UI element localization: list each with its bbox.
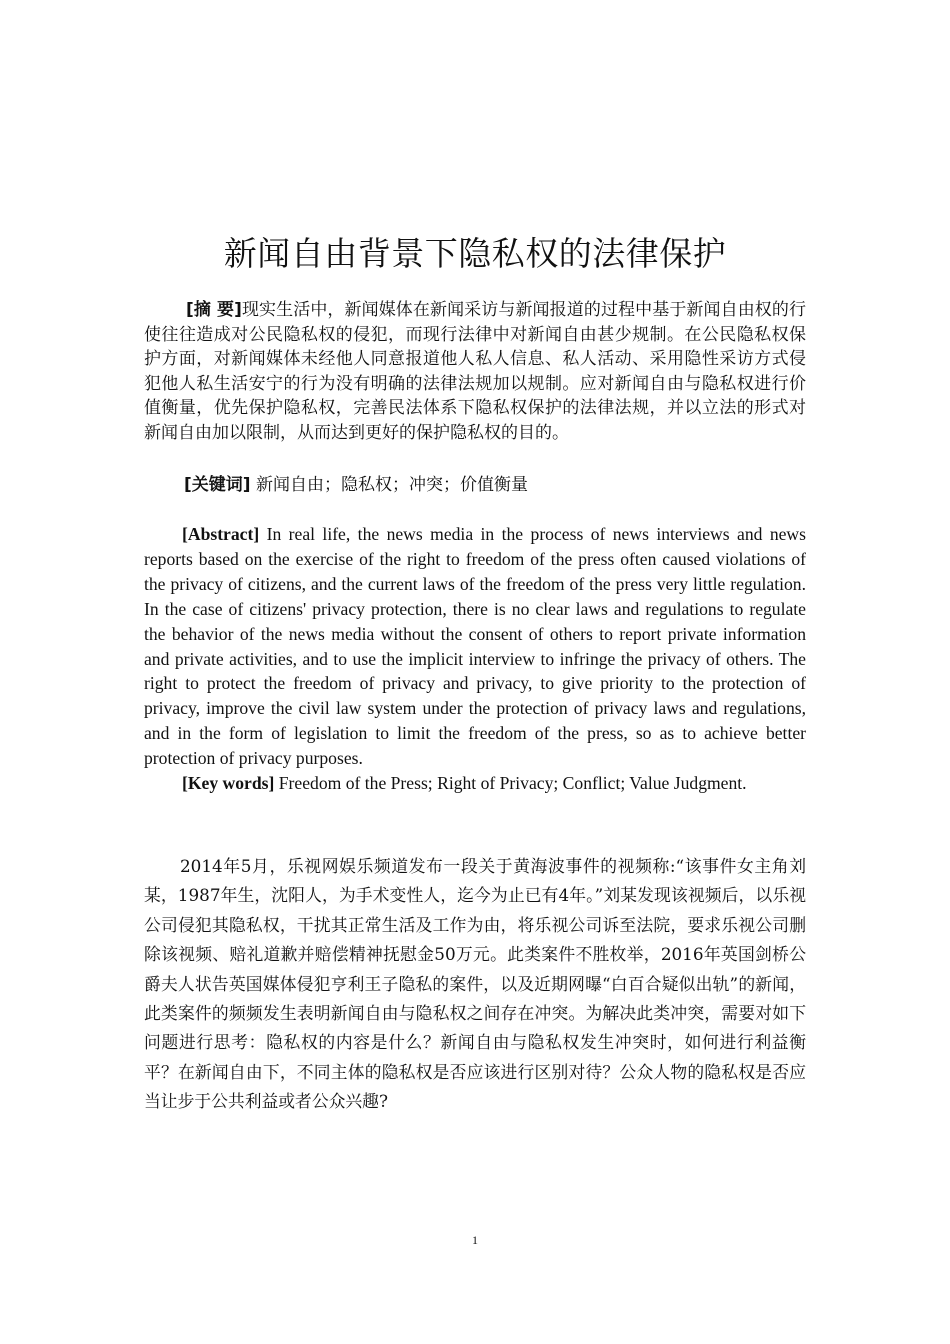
abstract-chinese [144, 298, 806, 446]
paper-title: 新闻自由背景下隐私权的法律保护 [223, 234, 727, 273]
keywords-chinese-label: [关键词] [184, 475, 251, 495]
abstract-chinese-text: 现实生活中，新闻媒体在新闻采访与新闻报道的过程中基于新闻自由权的行使往往造成对公民隐私权的侵犯，而现行法律中对新闻自由甚少规制。在公民隐私权保护方面，对新闻媒体未经他人同意报道他人私人信息、私人活动、采用隐性采访方式侵犯他人私生活安宁的行为没有明确的法律法规加以规制。应对新闻自由与隐私权进行价值衡量，优先保护隐私权，完善民法体系下隐私权保护的法律法规，并以立法的形式对新闻自由加以限制，从而达到更好的保护隐私权的目的。 [144, 300, 806, 443]
keywords-chinese [144, 473, 806, 498]
keywords-english-label: [Key words] [182, 773, 275, 793]
keywords-english-text: Freedom of the Press; Right of Privacy; Conflict; Value Judgment. [278, 773, 747, 793]
keywords-english [144, 771, 806, 796]
abstract-chinese-label: [摘 要] [186, 300, 242, 320]
abstract-english-label: [Abstract] [182, 524, 260, 544]
abstract-english [144, 522, 806, 771]
body-paragraph-text: 2014年5月，乐视网娱乐频道发布一段关于黄海波事件的视频称:“该事件女主角刘某，1987年生，沈阳人，为手术变性人，迄今为止已有4年。”刘某发现该视频后，以乐视公司侵犯其隐私权，干扰其正常生活及工作为由，将乐视公司诉至法院，要求乐视公司删除该视频、赔礼道歉并赔偿精神抚慰金50万元。此类案件不胜枚举，2016年英国剑桥公爵夫人状告英国媒体侵犯亨利王子隐私的案件，以及近期网曝“白百合疑似出轨”的新闻，此类案件的频频发生表明新闻自由与隐私权之间存在冲突。为解决此类冲突，需要对如下问题进行思考：隐私权的内容是什么？新闻自由与隐私权发生冲突时，如何进行利益衡平？在新闻自由下，不同主体的隐私权是否应该进行区别对待？公众人物的隐私权是否应当让步于公共利益或者公众兴趣? [144, 856, 806, 1112]
abstract-english-text: In real life, the news media in the process of news interviews and news reports based on the exercise of the right to freedom of the press often caused violations of the privacy of citizens, and the current laws of the freedom of the press very little regulation. In the case of citizens' privacy protection, there is no clear laws and regulations to regulate the behavior of the news media without the consent of others to report private information and private activities, and to use the implicit interview to infringe the privacy of others. The right to protect the freedom of privacy and privacy, to give priority to the protection of privacy, improve the civil law system under the protection of privacy laws and regulations, and in the form of legislation to limit the freedom of the press, so as to achieve better protection of privacy purposes. [144, 524, 806, 769]
body-paragraph [144, 852, 806, 1117]
keywords-chinese-text: 新闻自由；隐私权；冲突；价值衡量 [255, 475, 528, 495]
page-number: 1 [472, 1233, 478, 1247]
